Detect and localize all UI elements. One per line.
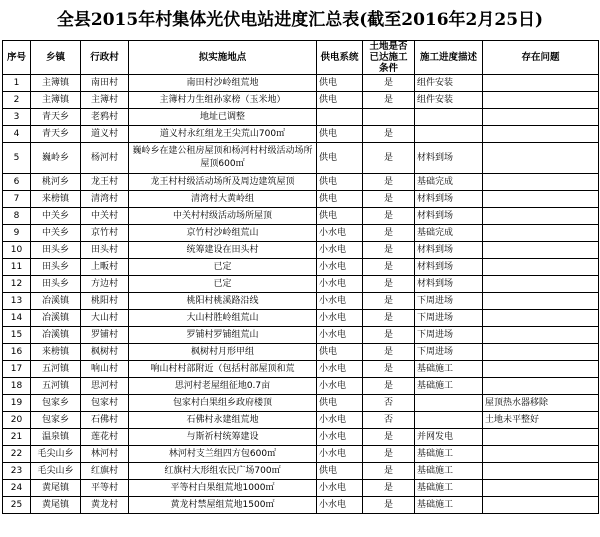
table-cell: 基础施工 — [415, 446, 483, 463]
table-cell: 大山村 — [81, 310, 129, 327]
table-cell: 14 — [3, 310, 31, 327]
table-cell: 6 — [3, 174, 31, 191]
header-cell: 乡镇 — [31, 41, 81, 75]
table-row — [3, 497, 599, 514]
table-cell: 包家乡 — [31, 412, 81, 429]
table-cell: 是 — [363, 225, 415, 242]
table-cell: 小水电 — [317, 378, 363, 395]
header-cell: 存在问题 — [483, 41, 599, 75]
table-cell: 小水电 — [317, 310, 363, 327]
table-cell: 主簿村 — [81, 92, 129, 109]
table-cell: 毛尖山乡 — [31, 446, 81, 463]
table-cell — [483, 126, 599, 143]
table-row — [3, 75, 599, 92]
table-cell: 枫树村 — [81, 344, 129, 361]
table-cell: 黄龙村 — [81, 497, 129, 514]
table-cell — [483, 327, 599, 344]
table-cell: 五河镇 — [31, 378, 81, 395]
table-row — [3, 208, 599, 225]
table-cell: 12 — [3, 276, 31, 293]
table-cell: 组件安装 — [415, 92, 483, 109]
table-cell: 小水电 — [317, 327, 363, 344]
table-cell: 统筹建设在田头村 — [129, 242, 317, 259]
table-cell: 并网发电 — [415, 429, 483, 446]
table-cell: 否 — [363, 412, 415, 429]
table-cell: 已定 — [129, 276, 317, 293]
table-cell: 中关乡 — [31, 208, 81, 225]
table-cell: 巍岭乡在建公租房屋顶和杨河村村级活动场所屋顶600㎡ — [129, 143, 317, 174]
table-cell: 13 — [3, 293, 31, 310]
table-cell: 黄尾镇 — [31, 497, 81, 514]
table-cell — [483, 75, 599, 92]
table-cell: 小水电 — [317, 293, 363, 310]
table-cell: 21 — [3, 429, 31, 446]
table-cell: 下周进场 — [415, 327, 483, 344]
table-cell: 清湾村大黄岭组 — [129, 191, 317, 208]
table-cell — [483, 191, 599, 208]
table-cell: 包家村 — [81, 395, 129, 412]
header-cell: 序号 — [3, 41, 31, 75]
table-cell — [483, 92, 599, 109]
table-cell: 道义村 — [81, 126, 129, 143]
table-cell — [415, 395, 483, 412]
table-cell: 材料到场 — [415, 191, 483, 208]
table-cell — [483, 378, 599, 395]
table-cell: 京竹村 — [81, 225, 129, 242]
table-cell: 23 — [3, 463, 31, 480]
table-cell: 5 — [3, 143, 31, 174]
table-cell — [483, 143, 599, 174]
table-cell: 材料到场 — [415, 208, 483, 225]
table-cell: 巍岭乡 — [31, 143, 81, 174]
table-cell: 是 — [363, 242, 415, 259]
table-cell — [415, 412, 483, 429]
table-cell: 青天乡 — [31, 126, 81, 143]
table-cell: 20 — [3, 412, 31, 429]
table-cell: 供电 — [317, 174, 363, 191]
table-cell: 是 — [363, 208, 415, 225]
table-cell: 基础施工 — [415, 378, 483, 395]
table-cell: 9 — [3, 225, 31, 242]
table-cell: 18 — [3, 378, 31, 395]
table-cell: 枫树村月形甲组 — [129, 344, 317, 361]
table-cell: 五河镇 — [31, 361, 81, 378]
table-cell: 是 — [363, 92, 415, 109]
header-cell: 土地是否已达施工条件 — [363, 41, 415, 75]
table-row — [3, 429, 599, 446]
table-cell: 主簿镇 — [31, 75, 81, 92]
table-cell: 材料到场 — [415, 143, 483, 174]
table-cell: 屋顶热水器移除 — [483, 395, 599, 412]
table-cell: 是 — [363, 361, 415, 378]
table-cell: 中关乡 — [31, 225, 81, 242]
table-cell: 是 — [363, 327, 415, 344]
table-cell: 来榜镇 — [31, 191, 81, 208]
table-cell — [483, 293, 599, 310]
table-cell: 红旗村大形组农民广场700㎡ — [129, 463, 317, 480]
table-cell — [483, 463, 599, 480]
table-cell: 龙王村村级活动场所及周边建筑屋顶 — [129, 174, 317, 191]
table-row — [3, 191, 599, 208]
table-cell: 思河村老屋组征地0.7亩 — [129, 378, 317, 395]
table-cell: 田头乡 — [31, 276, 81, 293]
table-cell: 主簿镇 — [31, 92, 81, 109]
table-cell — [483, 174, 599, 191]
table-cell: 平等村 — [81, 480, 129, 497]
table-cell: 供电 — [317, 143, 363, 174]
table-row — [3, 242, 599, 259]
table-cell: 材料到场 — [415, 242, 483, 259]
table-row — [3, 480, 599, 497]
table-cell: 是 — [363, 143, 415, 174]
table-cell: 是 — [363, 446, 415, 463]
table-cell: 3 — [3, 109, 31, 126]
table-cell: 24 — [3, 480, 31, 497]
table-cell: 土地未平整好 — [483, 412, 599, 429]
table-cell: 温泉镇 — [31, 429, 81, 446]
table-cell — [483, 497, 599, 514]
table-cell: 下周进场 — [415, 344, 483, 361]
table-body — [3, 75, 599, 514]
table-cell: 2 — [3, 92, 31, 109]
table-cell: 是 — [363, 480, 415, 497]
table-cell: 桃阳村桃溪路沿线 — [129, 293, 317, 310]
header-cell: 供电系统 — [317, 41, 363, 75]
table-cell: 黄龙村禁屋组荒地1500㎡ — [129, 497, 317, 514]
table-cell: 小水电 — [317, 480, 363, 497]
table-cell: 大山村胜岭组荒山 — [129, 310, 317, 327]
table-cell: 是 — [363, 126, 415, 143]
table-row — [3, 378, 599, 395]
table-cell: 桃河乡 — [31, 174, 81, 191]
table-row — [3, 293, 599, 310]
table-cell: 地址已调整 — [129, 109, 317, 126]
table-cell: 小水电 — [317, 412, 363, 429]
table-cell: 道义村永红组龙王尖荒山700㎡ — [129, 126, 317, 143]
table-cell: 来榜镇 — [31, 344, 81, 361]
progress-table — [2, 40, 599, 514]
table-cell: 下周进场 — [415, 310, 483, 327]
table-cell: 罗铺村罗铺组荒山 — [129, 327, 317, 344]
table-cell: 7 — [3, 191, 31, 208]
table-cell: 组件安装 — [415, 75, 483, 92]
table-cell: 小水电 — [317, 497, 363, 514]
table-cell: 已定 — [129, 259, 317, 276]
table-row — [3, 344, 599, 361]
table-cell: 林河村支兰组四方包600㎡ — [129, 446, 317, 463]
table-cell: 南田村 — [81, 75, 129, 92]
table-row — [3, 109, 599, 126]
table-cell: 石佛村永建组荒地 — [129, 412, 317, 429]
table-cell: 22 — [3, 446, 31, 463]
table-cell: 基础完成 — [415, 174, 483, 191]
table-cell: 下周进场 — [415, 293, 483, 310]
page-title: 全县2015年村集体光伏电站进度汇总表(截至2016年2月25日) — [56, 10, 544, 30]
table-cell: 10 — [3, 242, 31, 259]
table-cell: 小水电 — [317, 446, 363, 463]
table-row — [3, 463, 599, 480]
table-row — [3, 143, 599, 174]
table-cell: 材料到场 — [415, 259, 483, 276]
table-cell: 主簿村力生组孙家榜（玉米地） — [129, 92, 317, 109]
table-row — [3, 174, 599, 191]
table-cell — [483, 361, 599, 378]
table-cell: 冶溪镇 — [31, 293, 81, 310]
table-cell — [415, 126, 483, 143]
table-row — [3, 446, 599, 463]
table-cell: 黄尾镇 — [31, 480, 81, 497]
table-cell: 1 — [3, 75, 31, 92]
table-cell: 杨河村 — [81, 143, 129, 174]
table-cell: 清湾村 — [81, 191, 129, 208]
table-cell: 上畈村 — [81, 259, 129, 276]
table-cell: 中关村村级活动场所屋顶 — [129, 208, 317, 225]
table-cell: 包家乡 — [31, 395, 81, 412]
table-cell — [415, 109, 483, 126]
table-cell: 是 — [363, 259, 415, 276]
table-cell: 中关村 — [81, 208, 129, 225]
table-row — [3, 327, 599, 344]
table-cell — [483, 446, 599, 463]
table-cell — [483, 208, 599, 225]
table-cell: 冶溪镇 — [31, 310, 81, 327]
table-cell: 是 — [363, 378, 415, 395]
table-cell: 南田村沙岭组荒地 — [129, 75, 317, 92]
table-cell: 小水电 — [317, 242, 363, 259]
table-cell — [483, 310, 599, 327]
table-cell — [483, 109, 599, 126]
table-cell: 8 — [3, 208, 31, 225]
table-cell: 4 — [3, 126, 31, 143]
table-cell — [483, 429, 599, 446]
table-cell: 16 — [3, 344, 31, 361]
table-cell: 基础完成 — [415, 225, 483, 242]
table-cell: 小水电 — [317, 276, 363, 293]
table-cell: 青天乡 — [31, 109, 81, 126]
header-cell: 施工进度描述 — [415, 41, 483, 75]
table-cell: 龙王村 — [81, 174, 129, 191]
table-cell: 是 — [363, 429, 415, 446]
table-cell: 基础施工 — [415, 497, 483, 514]
table-cell: 石佛村 — [81, 412, 129, 429]
table-cell: 是 — [363, 191, 415, 208]
table-cell: 平等村白果组荒地1000㎡ — [129, 480, 317, 497]
table-cell: 毛尖山乡 — [31, 463, 81, 480]
table-cell: 是 — [363, 497, 415, 514]
table-cell — [483, 344, 599, 361]
table-cell: 11 — [3, 259, 31, 276]
table-cell: 田头村 — [81, 242, 129, 259]
table-cell: 莲花村 — [81, 429, 129, 446]
table-cell: 基础施工 — [415, 463, 483, 480]
table-cell: 是 — [363, 310, 415, 327]
table-cell — [483, 259, 599, 276]
header-row — [3, 41, 599, 75]
table-cell: 是 — [363, 293, 415, 310]
header-cell: 拟实施地点 — [129, 41, 317, 75]
table-cell: 供电 — [317, 75, 363, 92]
table-cell: 供电 — [317, 463, 363, 480]
table-cell: 供电 — [317, 126, 363, 143]
table-row — [3, 126, 599, 143]
table-cell — [363, 109, 415, 126]
table-cell: 林河村 — [81, 446, 129, 463]
table-cell: 是 — [363, 75, 415, 92]
table-cell: 响山村 — [81, 361, 129, 378]
table-cell: 冶溪镇 — [31, 327, 81, 344]
table-cell: 是 — [363, 276, 415, 293]
table-cell: 响山村村部附近（包括村部屋顶和荒 — [129, 361, 317, 378]
table-row — [3, 92, 599, 109]
table-cell: 桃阳村 — [81, 293, 129, 310]
table-cell: 15 — [3, 327, 31, 344]
table-row — [3, 412, 599, 429]
table-cell: 是 — [363, 174, 415, 191]
table-row — [3, 395, 599, 412]
table-cell: 小水电 — [317, 361, 363, 378]
table-cell: 田头乡 — [31, 259, 81, 276]
table-cell: 老鸦村 — [81, 109, 129, 126]
table-cell: 小水电 — [317, 259, 363, 276]
table-row — [3, 310, 599, 327]
table-cell: 供电 — [317, 191, 363, 208]
table-cell: 供电 — [317, 344, 363, 361]
table-cell: 供电 — [317, 208, 363, 225]
table-cell: 基础施工 — [415, 480, 483, 497]
table-cell: 17 — [3, 361, 31, 378]
table-row — [3, 259, 599, 276]
table-cell: 红旗村 — [81, 463, 129, 480]
table-cell: 25 — [3, 497, 31, 514]
table-cell: 方边村 — [81, 276, 129, 293]
table-cell: 供电 — [317, 395, 363, 412]
table-cell: 否 — [363, 395, 415, 412]
table-cell: 田头乡 — [31, 242, 81, 259]
table-cell: 思河村 — [81, 378, 129, 395]
table-cell: 是 — [363, 463, 415, 480]
table-cell: 包家村白果组乡政府楼顶 — [129, 395, 317, 412]
table-cell: 京竹村沙岭组荒山 — [129, 225, 317, 242]
table-cell: 小水电 — [317, 429, 363, 446]
table-cell — [483, 276, 599, 293]
table-cell — [483, 242, 599, 259]
table-cell: 基础施工 — [415, 361, 483, 378]
table-cell — [317, 109, 363, 126]
table-row — [3, 225, 599, 242]
table-row — [3, 276, 599, 293]
table-cell: 罗铺村 — [81, 327, 129, 344]
table-cell — [483, 480, 599, 497]
table-cell: 小水电 — [317, 225, 363, 242]
table-cell: 是 — [363, 344, 415, 361]
table-cell: 材料到场 — [415, 276, 483, 293]
table-row — [3, 361, 599, 378]
table-cell: 供电 — [317, 92, 363, 109]
header-cell: 行政村 — [81, 41, 129, 75]
table-cell: 19 — [3, 395, 31, 412]
table-cell: 与斯祈村统筹建设 — [129, 429, 317, 446]
table-cell — [483, 225, 599, 242]
